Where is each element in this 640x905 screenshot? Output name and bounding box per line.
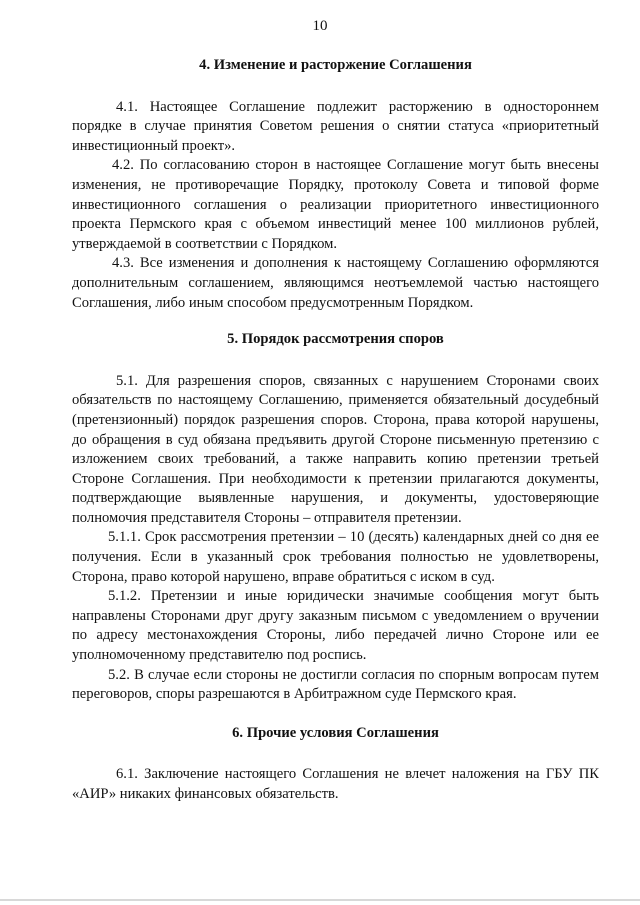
page-bottom-edge [0,899,640,901]
paragraph-5-2: 5.2. В случае если стороны не достигли согласия по спорным вопросам путем переговоров, споры разрешаются в Арбитражном суде Пермского края. [72,666,599,703]
page-number: 10 [312,18,328,34]
document-body [72,54,599,805]
section-6-heading: 6. Прочие условия Соглашения [232,724,439,741]
paragraph-5-1-2: 5.1.2. Претензии и иные юридически значимые сообщения могут быть направлены Сторонами друг другу заказным письмом с уведомлением о вручении по адресу местонахождения Стороны, либо передачей лично Стороне или ее уполномоченному представителю под роспись. [72,588,599,664]
paragraph-4-1: 4.1. Настоящее Соглашение подлежит расторжению в одностороннем порядке в случае принятия Советом решения о снятии статуса «приоритетный инвестиционный проект». [72,98,599,154]
paragraph-4-2: 4.2. По согласованию сторон в настоящее Соглашение могут быть внесены изменения, не противоречащие Порядку, протоколу Совета и типовой форме инвестиционного соглашения о реализации приоритетного инвестиционного проекта Пермского края с объемом инвестиций менее 100 миллионов рублей, утверждаемой в соответствии с Порядком. [72,157,599,252]
section-5-heading: 5. Порядок рассмотрения споров [227,331,444,348]
paragraph-4-3: 4.3. Все изменения и дополнения к настоящему Соглашению оформляются дополнительным соглашением, являющимся неотъемлемой частью настоящего Соглашения, либо иным способом предусмотренным Порядком. [72,255,599,311]
paragraph-6-1: 6.1. Заключение настоящего Соглашения не влечет наложения на ГБУ ПК «АИР» никаких финансовых обязательств. [72,766,599,802]
section-4-heading: 4. Изменение и расторжение Соглашения [199,57,472,73]
paragraph-5-1-1: 5.1.1. Срок рассмотрения претензии – 10 (десять) календарных дней со дня ее получения. Если в указанный срок требования полностью не удовлетворены, Сторона, право которой нарушено, вправе обратиться с иском в суд. [72,529,599,585]
paragraph-5-1: 5.1. Для разрешения споров, связанных с нарушением Сторонами своих обязательств по настоящему Соглашению, применяется обязательный досудебный (претензионный) порядок разрешения споров. Сторона, права которой нарушены, до обращения в суд обязана предъявить другой Стороне письменную претензию с изложением своих требований, а также направить копию претензии третьей Стороне Соглашения. При необходимости к претензии прилагаются документы, подтверждающие выявленные нарушения, и документы, удостоверяющие полномочия представителя Стороны – отправителя претензии. [72,372,599,526]
